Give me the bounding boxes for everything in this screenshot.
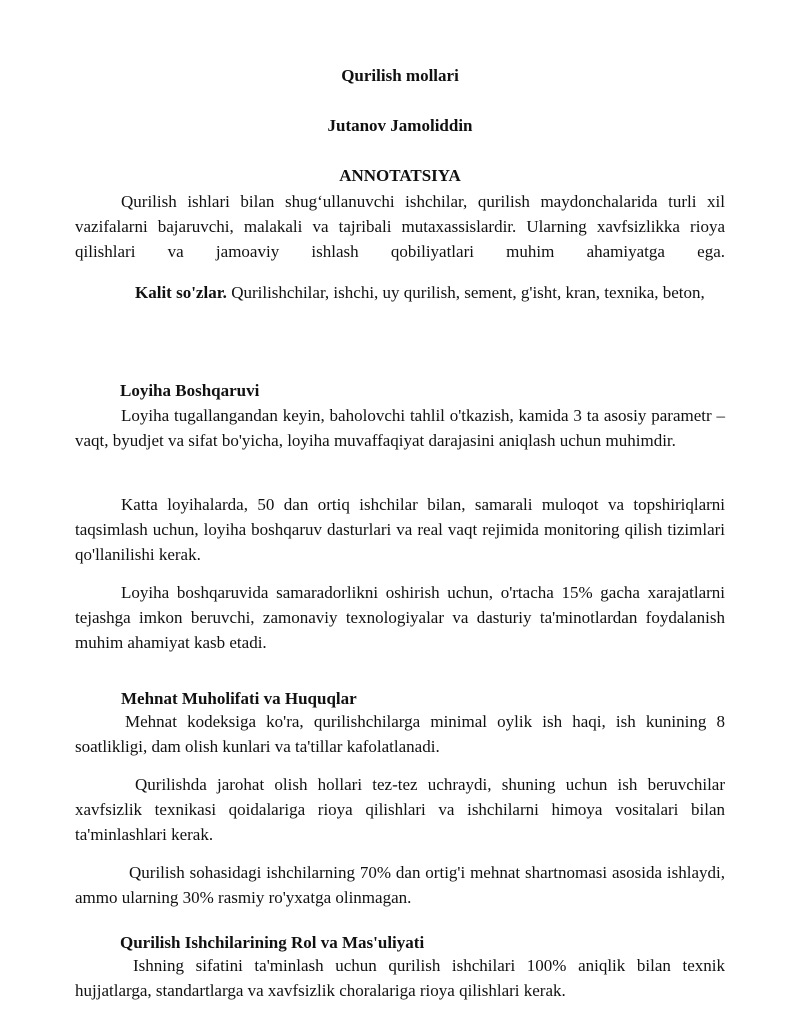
section-paragraph	[75, 403, 725, 453]
paragraph-text: Ishning sifatini ta'minlash uchun qurilish ishchilari 100% aniqlik bilan texnik hujjatlarga, standartlarga va xavfsizlik choralariga rioya qilishlari kerak.	[75, 956, 725, 1000]
section-paragraph	[75, 860, 725, 910]
document-author: Jutanov Jamoliddin	[327, 116, 473, 135]
section-heading-loyiha-boshqaruvi: Loyiha Boshqaruvi	[120, 381, 260, 400]
section-paragraph	[75, 953, 725, 1003]
paragraph-text: Loyiha tugallangandan keyin, baholovchi tahlil o'tkazish, kamida 3 ta asosiy parametr – vaqt, byudjet va sifat bo'yicha, loyiha muvaffaqiyat darajasini aniqlash uchun muhimdir.	[75, 406, 725, 450]
section-paragraph	[75, 772, 725, 847]
annotation-text: Qurilish ishlari bilan shug‘ullanuvchi ishchilar, qurilish maydonchalarida turli xil vazifalarni bajaruvchi, malakali va tajribali mutaxassislardir. Ularning xavfsizlikka rioya qilishlari va jamoaviy ishlash qobiliyatlari muhim ahamiyatga ega.	[75, 192, 725, 261]
section-heading-ishchilar-rol: Qurilish Ishchilarining Rol va Mas'uliyati	[120, 933, 425, 952]
paragraph-text: Katta loyihalarda, 50 dan ortiq ishchilar bilan, samarali muloqot va topshiriqlarni taqsimlash uchun, loyiha boshqaruv dasturlari va real vaqt rejimida monitoring qilish tizimlari qo'llanilishi kerak.	[75, 495, 725, 564]
keywords-text: Qurilishchilar, ishchi, uy qurilish, sement, g'isht, kran, texnika, beton,	[226, 283, 705, 302]
section-paragraph	[75, 580, 725, 655]
paragraph-text: Qurilishda jarohat olish hollari tez-tez uchraydi, shuning uchun ish beruvchilar xavfsizlik texnikasi qoidalariga rioya qilishlari va ishchilarni himoya vositalari bilan ta'minlashlari kerak.	[75, 775, 725, 844]
keywords-label: Kalit so'zlar.	[135, 283, 227, 302]
paragraph-text: Qurilish sohasidagi ishchilarning 70% dan ortig'i mehnat shartnomasi asosida ishlaydi, ammo ularning 30% rasmiy ro'yxatga olinmagan.	[75, 863, 725, 907]
section-paragraph	[75, 492, 725, 567]
section-heading-mehnat-muholifati: Mehnat Muholifati va Huquqlar	[121, 689, 357, 708]
annotation-heading: ANNOTATSIYA	[339, 166, 461, 185]
document-title: Qurilish mollari	[341, 66, 459, 85]
keywords-paragraph	[75, 280, 725, 305]
paragraph-text: Loyiha boshqaruvida samaradorlikni oshirish uchun, o'rtacha 15% gacha xarajatlarni tejashga imkon beruvchi, zamonaviy texnologiyalar va dasturiy ta'minotlardan foydalanish muhim ahamiyat kasb etadi.	[75, 583, 725, 652]
annotation-paragraph	[75, 189, 725, 264]
section-paragraph	[75, 709, 725, 759]
paragraph-text: Mehnat kodeksiga ko'ra, qurilishchilarga minimal oylik ish haqi, ish kunining 8 soatlikligi, dam olish kunlari va ta'tillar kafolatlanadi.	[75, 712, 725, 756]
